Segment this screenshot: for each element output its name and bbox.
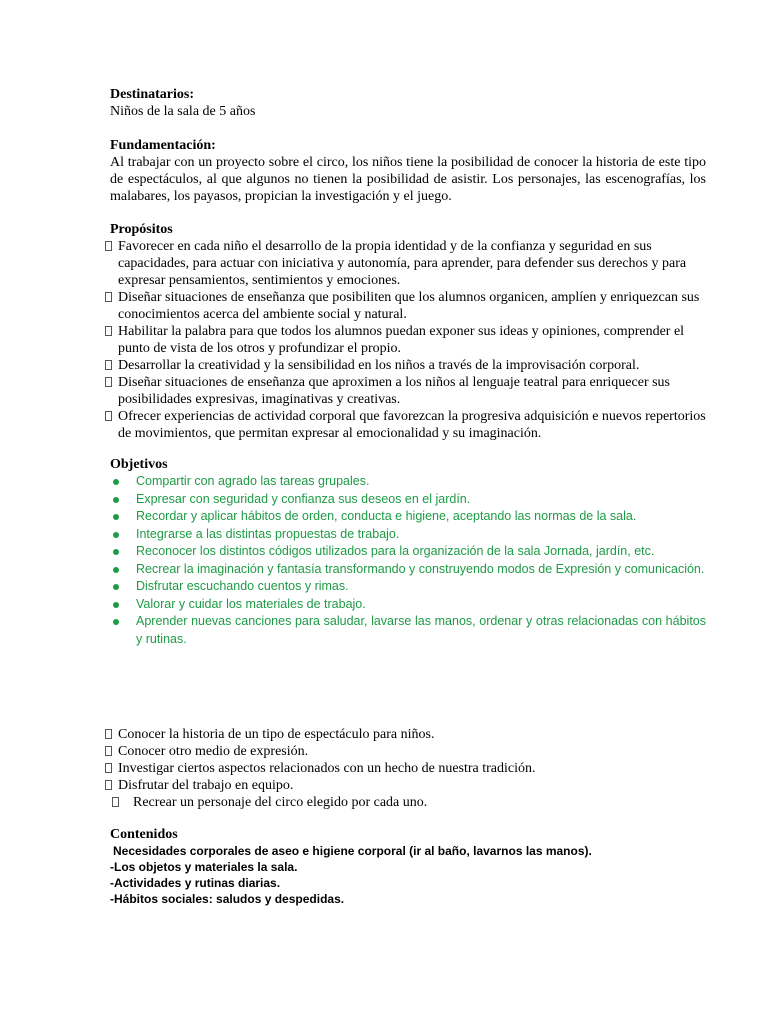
objetivo-item: Compartir con agrado las tareas grupales.	[90, 473, 706, 491]
checkbox-square-icon	[105, 377, 112, 387]
propositos-section	[110, 221, 706, 442]
checkbox-square-icon	[105, 241, 112, 251]
proposito-item: Ofrecer experiencias de actividad corporal que favorezcan la progresiva adquisición e nuevos repertorios de movimientos, que permitan expresar al emocionalidad y su imaginación.	[110, 408, 706, 442]
objetivo-extra-item: Recrear un personaje del circo elegido por cada uno.	[110, 794, 706, 811]
checkbox-square-icon	[105, 360, 112, 370]
green-dot-icon	[113, 619, 119, 625]
objetivos-extra-list	[110, 726, 706, 811]
objetivo-item: Reconocer los distintos códigos utilizados para la organización de la sala Jornada, jardín, etc.	[90, 543, 706, 561]
proposito-item: Desarrollar la creatividad y la sensibilidad en los niños a través de la improvisación corporal.	[110, 357, 706, 374]
contenidos-line: -Actividades y rutinas diarias.	[110, 876, 281, 890]
objetivo-item: Aprender nuevas canciones para saludar, lavarse las manos, ordenar y otras relacionadas con hábitos y rutinas.	[90, 613, 706, 648]
proposito-item: Habilitar la palabra para que todos los alumnos puedan exponer sus ideas y opiniones, comprender el punto de vista de los otros y profundizar el propio.	[110, 323, 706, 357]
checkbox-square-icon	[105, 729, 112, 739]
objetivos-heading: Objetivos	[110, 457, 168, 472]
green-dot-icon	[113, 584, 119, 590]
checkbox-square-icon	[105, 411, 112, 421]
checkbox-square-icon	[112, 797, 119, 807]
proposito-item: Diseñar situaciones de enseñanza que aproximen a los niños al lenguaje teatral para enriquecer sus posibilidades expresivas, imaginativas y creativas.	[110, 374, 706, 408]
objetivo-extra-item: Disfrutar del trabajo en equipo.	[110, 777, 706, 794]
objetivo-extra-item: Conocer otro medio de expresión.	[110, 743, 706, 760]
proposito-item: Favorecer en cada niño el desarrollo de la propia identidad y de la confianza y seguridad en sus capacidades, para actuar con iniciativa y autonomía, para aprender, para defender sus derechos y para expresar pensamientos, sentimientos y emociones.	[110, 238, 706, 289]
checkbox-square-icon	[105, 292, 112, 302]
contenidos-line: -Los objetos y materiales la sala.	[110, 860, 298, 874]
destinatarios-heading: Destinatarios:	[110, 87, 194, 102]
contenidos-line: -Hábitos sociales: saludos y despedidas.	[110, 892, 345, 906]
green-dot-icon	[113, 532, 119, 538]
objetivo-item: Recrear la imaginación y fantasía transformando y construyendo modos de Expresión y comunicación.	[90, 561, 706, 579]
propositos-list	[110, 238, 706, 442]
green-dot-icon	[113, 549, 119, 555]
contenidos-section	[110, 826, 710, 907]
objetivo-item: Expresar con seguridad y confianza sus deseos en el jardín.	[90, 491, 706, 509]
green-dot-icon	[113, 479, 119, 485]
contenidos-line: Necesidades corporales de aseo e higiene corporal (ir al baño, lavarnos las manos).	[113, 844, 592, 858]
checkbox-square-icon	[105, 763, 112, 773]
objetivos-list	[90, 473, 706, 648]
fundamentacion-text: Al trabajar con un proyecto sobre el circo, los niños tiene la posibilidad de conocer la historia de este tipo de espectáculos, al que algunos no tienen la posibilidad de asistir. Los personajes, las escenografías, los malabares, los payasos, propician la investigación y el juego.	[110, 155, 706, 204]
green-dot-icon	[113, 602, 119, 608]
contenidos-heading: Contenidos	[110, 827, 178, 842]
proposito-item: Diseñar situaciones de enseñanza que posibiliten que los alumnos organicen, amplíen y enriquezcan sus conocimientos acerca del ambiente social y natural.	[110, 289, 706, 323]
objetivo-item: Disfrutar escuchando cuentos y rimas.	[90, 578, 706, 596]
objetivo-extra-item: Investigar ciertos aspectos relacionados con un hecho de nuestra tradición.	[110, 760, 706, 777]
checkbox-square-icon	[105, 780, 112, 790]
objetivos-section	[110, 456, 706, 648]
checkbox-square-icon	[105, 746, 112, 756]
objetivo-extra-item: Conocer la historia de un tipo de espectáculo para niños.	[110, 726, 706, 743]
green-dot-icon	[113, 567, 119, 573]
destinatarios-text: Niños de la sala de 5 años	[110, 104, 256, 119]
objetivo-item: Integrarse a las distintas propuestas de trabajo.	[90, 526, 706, 544]
green-dot-icon	[113, 514, 119, 520]
propositos-heading: Propósitos	[110, 222, 173, 237]
checkbox-square-icon	[105, 326, 112, 336]
destinatarios-section	[110, 86, 710, 120]
objetivo-item: Recordar y aplicar hábitos de orden, conducta e higiene, aceptando las normas de la sala.	[90, 508, 706, 526]
objetivo-item: Valorar y cuidar los materiales de trabajo.	[90, 596, 706, 614]
fundamentacion-section	[110, 137, 706, 205]
green-dot-icon	[113, 497, 119, 503]
fundamentacion-heading: Fundamentación:	[110, 138, 216, 153]
